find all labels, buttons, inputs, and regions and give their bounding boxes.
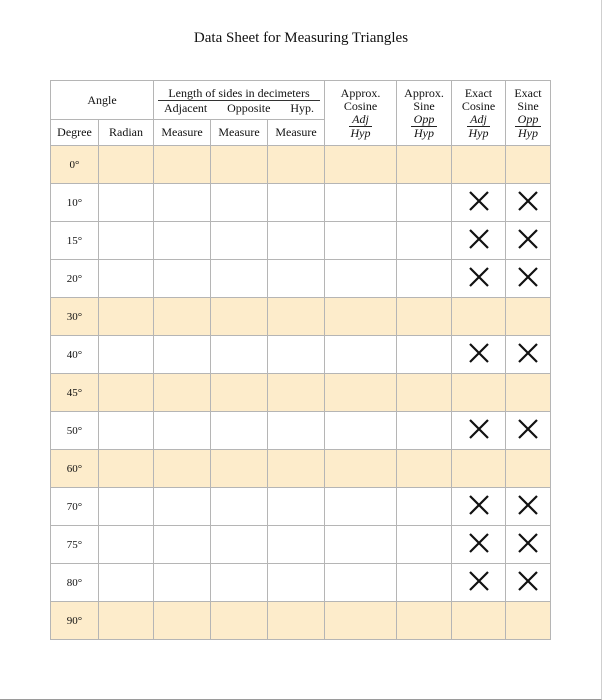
table-row xyxy=(51,526,551,564)
approx-cosine-cell[interactable] xyxy=(325,526,397,564)
hyp-measure-cell[interactable] xyxy=(268,488,325,526)
degree-cell: 70° xyxy=(51,488,99,526)
x-mark-icon xyxy=(506,342,550,368)
exact-sine-cell xyxy=(506,526,551,564)
angle-header: Angle xyxy=(51,81,154,120)
radian-cell[interactable] xyxy=(99,374,154,412)
approx-sine-line2: Sine xyxy=(413,98,435,113)
approx-cosine-cell[interactable] xyxy=(325,412,397,450)
exact-sine-cell xyxy=(506,412,551,450)
table-row xyxy=(51,374,551,412)
degree-cell: 90° xyxy=(51,602,99,640)
hyp-measure-cell[interactable] xyxy=(268,564,325,602)
exact-cosine-cell[interactable] xyxy=(452,146,506,184)
table-row xyxy=(51,450,551,488)
exact-cosine-cell xyxy=(452,564,506,602)
radian-cell[interactable] xyxy=(99,602,154,640)
exact-cosine-cell xyxy=(452,412,506,450)
table-row xyxy=(51,488,551,526)
approx-sine-line1: Approx. xyxy=(404,85,444,100)
table-row xyxy=(51,298,551,336)
radian-cell[interactable] xyxy=(99,298,154,336)
approx-cosine-header xyxy=(325,81,397,146)
approx-cosine-line2: Cosine xyxy=(343,98,378,113)
radian-cell[interactable] xyxy=(99,564,154,602)
approx-cosine-cell[interactable] xyxy=(325,374,397,412)
exact-sine-cell xyxy=(506,260,551,298)
exact-cosine-cell xyxy=(452,260,506,298)
degree-cell: 50° xyxy=(51,412,99,450)
x-mark-icon xyxy=(452,266,505,292)
opposite-measure-cell[interactable] xyxy=(211,222,268,260)
approx-sine-cell[interactable] xyxy=(397,336,452,374)
opp-over-hyp-fraction xyxy=(411,113,438,140)
opposite-measure-cell[interactable] xyxy=(211,298,268,336)
x-mark-icon xyxy=(506,228,550,254)
degree-cell: 40° xyxy=(51,336,99,374)
adjacent-measure-cell[interactable] xyxy=(154,450,211,488)
table-row xyxy=(51,184,551,222)
hyp-measure-cell[interactable] xyxy=(268,336,325,374)
radian-header: Radian xyxy=(99,120,154,146)
hyp-measure-cell[interactable] xyxy=(268,526,325,564)
adjacent-measure-cell[interactable] xyxy=(154,298,211,336)
table-row xyxy=(51,564,551,602)
opp-over-hyp-fraction xyxy=(515,113,542,140)
exact-sine-cell[interactable] xyxy=(506,146,551,184)
page-title: Data Sheet for Measuring Triangles xyxy=(193,30,409,46)
opposite-measure-cell[interactable] xyxy=(211,412,268,450)
approx-sine-cell[interactable] xyxy=(397,222,452,260)
adjacent-measure-cell[interactable] xyxy=(154,184,211,222)
approx-sine-cell[interactable] xyxy=(397,450,452,488)
approx-sine-cell[interactable] xyxy=(397,260,452,298)
opposite-measure-cell[interactable] xyxy=(211,184,268,222)
x-mark-icon xyxy=(452,532,505,558)
hyp-label: Hyp. xyxy=(290,100,315,115)
x-mark-icon xyxy=(506,494,550,520)
hyp-measure-cell[interactable] xyxy=(268,146,325,184)
frac-denominator: Hyp xyxy=(350,125,371,140)
opposite-measure-cell[interactable] xyxy=(211,602,268,640)
exact-sine-cell[interactable] xyxy=(506,602,551,640)
exact-sine-cell xyxy=(506,488,551,526)
adjacent-measure-cell[interactable] xyxy=(154,488,211,526)
x-mark-icon xyxy=(506,266,550,292)
adj-over-hyp-fraction xyxy=(467,113,490,140)
degree-header: Degree xyxy=(51,120,99,146)
x-mark-icon xyxy=(506,532,550,558)
frac-denominator: Hyp xyxy=(517,125,538,140)
exact-sine-line1: Exact xyxy=(514,85,542,100)
x-mark-icon xyxy=(452,342,505,368)
degree-cell: 20° xyxy=(51,260,99,298)
exact-sine-header xyxy=(506,81,551,146)
opposite-measure-cell[interactable] xyxy=(211,336,268,374)
opposite-measure-cell[interactable] xyxy=(211,260,268,298)
degree-cell: 60° xyxy=(51,450,99,488)
exact-cosine-cell xyxy=(452,488,506,526)
approx-sine-cell[interactable] xyxy=(397,374,452,412)
frac-numerator: Opp xyxy=(411,113,438,127)
x-mark-icon xyxy=(506,570,550,596)
degree-cell: 15° xyxy=(51,222,99,260)
approx-cosine-cell[interactable] xyxy=(325,450,397,488)
approx-cosine-cell[interactable] xyxy=(325,336,397,374)
approx-sine-cell[interactable] xyxy=(397,488,452,526)
table-row xyxy=(51,336,551,374)
adjacent-measure-cell[interactable] xyxy=(154,222,211,260)
approx-cosine-line1: Approx. xyxy=(340,85,381,100)
frac-denominator: Hyp xyxy=(468,125,489,140)
hyp-measure-cell[interactable] xyxy=(268,374,325,412)
approx-sine-cell[interactable] xyxy=(397,602,452,640)
hyp-measure-cell[interactable] xyxy=(268,450,325,488)
table-row xyxy=(51,260,551,298)
adjacent-measure-cell[interactable] xyxy=(154,336,211,374)
exact-cosine-line1: Exact xyxy=(464,85,493,100)
radian-cell[interactable] xyxy=(99,412,154,450)
opposite-measure-cell[interactable] xyxy=(211,488,268,526)
opposite-measure-cell[interactable] xyxy=(211,526,268,564)
adjacent-measure-cell[interactable] xyxy=(154,564,211,602)
adj-over-hyp-fraction xyxy=(349,113,372,140)
x-mark-icon xyxy=(506,418,550,444)
approx-sine-cell[interactable] xyxy=(397,412,452,450)
hyp-measure-cell[interactable] xyxy=(268,602,325,640)
exact-sine-line2: Sine xyxy=(517,98,539,113)
exact-cosine-header xyxy=(452,81,506,146)
exact-cosine-cell[interactable] xyxy=(452,450,506,488)
degree-cell: 0° xyxy=(51,146,99,184)
opposite-measure-cell[interactable] xyxy=(211,564,268,602)
exact-cosine-cell[interactable] xyxy=(452,602,506,640)
adjacent-label: Adjacent xyxy=(163,100,208,115)
frac-numerator: Adj xyxy=(467,113,490,127)
table-row xyxy=(51,222,551,260)
opposite-label: Opposite xyxy=(227,100,271,115)
x-mark-icon xyxy=(452,228,505,254)
table-row xyxy=(51,412,551,450)
exact-cosine-line2: Cosine xyxy=(461,98,496,113)
approx-cosine-cell[interactable] xyxy=(325,222,397,260)
approx-sine-header xyxy=(397,81,452,146)
degree-cell: 80° xyxy=(51,564,99,602)
radian-cell[interactable] xyxy=(99,222,154,260)
hyp-measure-cell[interactable] xyxy=(268,298,325,336)
radian-cell[interactable] xyxy=(99,260,154,298)
exact-cosine-cell xyxy=(452,526,506,564)
adjacent-measure-cell[interactable] xyxy=(154,526,211,564)
adjacent-measure-cell[interactable] xyxy=(154,602,211,640)
hyp-measure-header: Measure xyxy=(268,120,325,146)
approx-sine-cell[interactable] xyxy=(397,298,452,336)
hyp-measure-cell[interactable] xyxy=(268,184,325,222)
approx-cosine-cell[interactable] xyxy=(325,260,397,298)
exact-sine-cell xyxy=(506,222,551,260)
x-mark-icon xyxy=(452,190,505,216)
opposite-measure-cell[interactable] xyxy=(211,146,268,184)
approx-cosine-cell[interactable] xyxy=(325,564,397,602)
x-mark-icon xyxy=(452,494,505,520)
approx-cosine-cell[interactable] xyxy=(325,602,397,640)
opposite-measure-cell[interactable] xyxy=(211,450,268,488)
radian-cell[interactable] xyxy=(99,336,154,374)
hyp-measure-cell[interactable] xyxy=(268,260,325,298)
exact-sine-cell[interactable] xyxy=(506,450,551,488)
length-header xyxy=(154,81,325,120)
frac-denominator: Hyp xyxy=(413,125,434,140)
adjacent-measure-header: Measure xyxy=(154,120,211,146)
approx-sine-cell[interactable] xyxy=(397,526,452,564)
x-mark-icon xyxy=(506,190,550,216)
exact-cosine-cell xyxy=(452,336,506,374)
radian-cell[interactable] xyxy=(99,146,154,184)
frac-numerator: Opp xyxy=(515,113,542,127)
x-mark-icon xyxy=(452,570,505,596)
approx-cosine-cell[interactable] xyxy=(325,146,397,184)
x-mark-icon xyxy=(452,418,505,444)
hyp-measure-cell[interactable] xyxy=(268,412,325,450)
radian-cell[interactable] xyxy=(99,450,154,488)
exact-cosine-cell[interactable] xyxy=(452,374,506,412)
radian-cell[interactable] xyxy=(99,184,154,222)
opposite-measure-header: Measure xyxy=(211,120,268,146)
degree-cell: 75° xyxy=(51,526,99,564)
exact-cosine-cell xyxy=(452,222,506,260)
degree-cell: 30° xyxy=(51,298,99,336)
radian-cell[interactable] xyxy=(99,526,154,564)
table-row xyxy=(51,602,551,640)
exact-sine-cell xyxy=(506,336,551,374)
approx-sine-cell[interactable] xyxy=(397,564,452,602)
hyp-measure-cell[interactable] xyxy=(268,222,325,260)
exact-cosine-cell[interactable] xyxy=(452,298,506,336)
adjacent-measure-cell[interactable] xyxy=(154,374,211,412)
approx-sine-cell[interactable] xyxy=(397,184,452,222)
approx-sine-cell[interactable] xyxy=(397,146,452,184)
approx-cosine-cell[interactable] xyxy=(325,488,397,526)
exact-sine-cell[interactable] xyxy=(506,374,551,412)
degree-cell: 45° xyxy=(51,374,99,412)
exact-sine-cell[interactable] xyxy=(506,298,551,336)
exact-sine-cell xyxy=(506,564,551,602)
frac-numerator: Adj xyxy=(349,113,372,127)
degree-cell: 10° xyxy=(51,184,99,222)
table-row xyxy=(51,146,551,184)
adjacent-measure-cell[interactable] xyxy=(154,146,211,184)
adjacent-measure-cell[interactable] xyxy=(154,412,211,450)
opposite-measure-cell[interactable] xyxy=(211,374,268,412)
length-title: Length of sides in decimeters xyxy=(158,86,320,101)
data-table xyxy=(50,80,551,640)
exact-cosine-cell xyxy=(452,184,506,222)
radian-cell[interactable] xyxy=(99,488,154,526)
approx-cosine-cell[interactable] xyxy=(325,184,397,222)
approx-cosine-cell[interactable] xyxy=(325,298,397,336)
exact-sine-cell xyxy=(506,184,551,222)
adjacent-measure-cell[interactable] xyxy=(154,260,211,298)
